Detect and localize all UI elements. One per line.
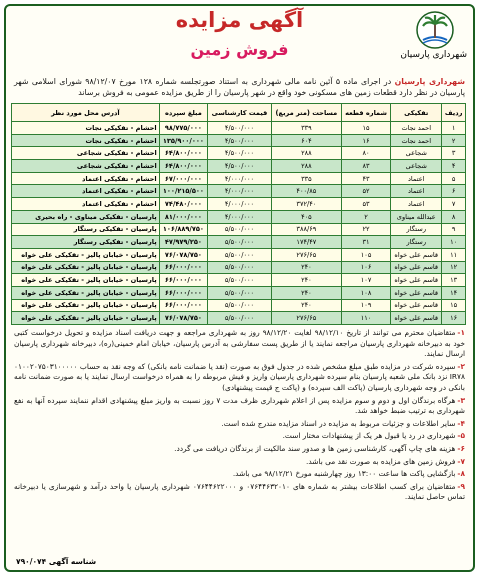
table-cell: ۱۰۵ bbox=[341, 248, 390, 261]
table-cell: ۶۶/۰۰۰/۰۰۰ bbox=[159, 261, 207, 274]
table-header-row bbox=[12, 104, 466, 122]
table-cell: رستگار bbox=[391, 223, 442, 236]
table-cell: پارسیان - خیابان پالیز - تفکیکی علی خواه bbox=[12, 312, 160, 325]
term-item bbox=[14, 431, 465, 442]
table-cell: ۱۰۷ bbox=[341, 274, 390, 287]
table-cell: ۴/۵۰۰/۰۰۰ bbox=[208, 147, 272, 160]
table-row bbox=[12, 185, 466, 198]
term-item bbox=[14, 419, 465, 430]
table-cell: ۷۶/۰۷۸/۷۵۰ bbox=[159, 248, 207, 261]
table-cell: ۶۷/۰۰۰/۰۰۰ bbox=[159, 172, 207, 185]
term-text: متقاضیان محترم می توانند از تاریخ ۹۸/۱۲/۱۰ لغایت ۹۸/۱۲/۲۰ روز به شهرداری مراجعه و جهت دریافت اسناد مزایده و تحویل درخواست کتبی خود به دبیرخانه شهرداری پارسیان مراجعه نمایند یا از طریق پست سفارشی به آدرس پارسیان، خیابان امام خمینی(ره)، دبیرخانه شهرداری پارسیان ارسال نمایند. bbox=[14, 328, 465, 359]
table-row bbox=[12, 172, 466, 185]
table-cell: ۴۰۰/۸۵ bbox=[271, 185, 341, 198]
table-cell: ۱۶ bbox=[341, 134, 390, 147]
table-cell: ۲۸۸ bbox=[271, 160, 341, 173]
term-number: ۱- bbox=[457, 328, 466, 337]
table-cell: ۴/۰۰۰/۰۰۰ bbox=[208, 172, 272, 185]
table-cell: ۱۰۶ bbox=[341, 261, 390, 274]
table-cell: ۴۰۵ bbox=[271, 210, 341, 223]
table-cell: پارسیان - خیابان پالیز - تفکیکی علی خواه bbox=[12, 286, 160, 299]
table-cell: احشام - تفکیکی اعتماد bbox=[12, 172, 160, 185]
table-cell: احمد نجات bbox=[391, 122, 442, 135]
table-cell: ۵/۵۰۰/۰۰۰ bbox=[208, 274, 272, 287]
table-cell: ۱۰۹ bbox=[341, 299, 390, 312]
table-cell: احمد نجات bbox=[391, 134, 442, 147]
term-item bbox=[14, 396, 465, 417]
table-cell: ۱۶ bbox=[442, 312, 466, 325]
table-cell: ۲۴۰ bbox=[271, 274, 341, 287]
table-row bbox=[12, 286, 466, 299]
table-cell: ۶۰۴ bbox=[271, 134, 341, 147]
table-cell: ۳۱ bbox=[341, 236, 390, 249]
table-cell: ۵/۵۰۰/۰۰۰ bbox=[208, 261, 272, 274]
table-body bbox=[12, 122, 466, 325]
term-text: هزینه های چاپ آگهی، کارشناسی زمین ها و صدور سند مالکیت از برندگان دریافت می گردد. bbox=[174, 443, 456, 453]
table-cell: ۵۳ bbox=[341, 198, 390, 211]
table-cell: ۸۰ bbox=[341, 147, 390, 160]
term-text: متقاضیان برای کسب اطلاعات بیشتر به شماره های ۰۷۶۴۴۶۳۲۰۱۰ و ۰۷۶۴۴۶۲۲۰۰۰ شهرداری پارسیان یا واحد درآمد و شهرسازی یا دبیرخانه تماس حاصل نمایند. bbox=[14, 481, 465, 502]
table-cell: ۵/۵۰۰/۰۰۰ bbox=[208, 223, 272, 236]
term-text: فروش زمین های مزایده به صورت نقد می باشد. bbox=[306, 456, 456, 466]
table-cell: اعتماد bbox=[391, 198, 442, 211]
table-cell: ۲ bbox=[341, 210, 390, 223]
table-cell: ۳۸۸/۶۹ bbox=[271, 223, 341, 236]
table-cell: ۳۳۵ bbox=[271, 172, 341, 185]
table-cell: احشام - تفکیکی نجات bbox=[12, 122, 160, 135]
ad-reference: شناسه آگهی ۷۹۰/۰۷۴ bbox=[16, 557, 97, 566]
table-cell: ۲۸۸ bbox=[271, 147, 341, 160]
table-cell: ۴/۵۰۰/۰۰۰ bbox=[208, 160, 272, 173]
table-cell: ۵/۵۰۰/۰۰۰ bbox=[208, 248, 272, 261]
table-cell: شجاعی bbox=[391, 147, 442, 160]
term-number: ۸- bbox=[457, 469, 465, 479]
table-cell: ۸۳ bbox=[341, 160, 390, 173]
table-cell: ۱۱۰ bbox=[341, 312, 390, 325]
table-row bbox=[12, 210, 466, 223]
table-row bbox=[12, 274, 466, 287]
table-cell: ۳ bbox=[442, 147, 466, 160]
column-header: مساحت (متر مربع) bbox=[271, 104, 341, 122]
table-row bbox=[12, 134, 466, 147]
table-cell: ۱۲ bbox=[442, 261, 466, 274]
table-cell: ۲ bbox=[442, 134, 466, 147]
term-text: شهرداری در رد یا قبول هر یک از پیشنهادات مختار است. bbox=[282, 431, 456, 441]
term-item bbox=[14, 444, 465, 455]
term-item bbox=[14, 469, 465, 480]
term-number: ۵- bbox=[457, 431, 465, 441]
table-row bbox=[12, 147, 466, 160]
table-row bbox=[12, 122, 466, 135]
table-cell: ۱۵ bbox=[341, 122, 390, 135]
table-cell: رستگار bbox=[391, 236, 442, 249]
land-plots-table bbox=[11, 103, 466, 325]
table-cell: ۲۴۰ bbox=[271, 299, 341, 312]
table-cell: ۱۳ bbox=[442, 274, 466, 287]
table-cell: ۱۰۸ bbox=[341, 286, 390, 299]
table-cell: پارسیان - خیابان پالیز - تفکیکی علی خواه bbox=[12, 248, 160, 261]
table-cell: ۵/۵۰۰/۰۰۰ bbox=[208, 299, 272, 312]
table-cell: ۲۷۶/۶۵ bbox=[271, 248, 341, 261]
table-cell: ۱۰۰/۲۱۵/۵۰۰ bbox=[159, 185, 207, 198]
table-cell: قاسم علی خواه bbox=[391, 274, 442, 287]
table-cell: اعتماد bbox=[391, 185, 442, 198]
ad-title: آگهی مزایده bbox=[175, 8, 304, 32]
table-cell: احشام - تفکیکی اعتماد bbox=[12, 185, 160, 198]
table-cell: ۱۱ bbox=[442, 248, 466, 261]
intro-lead: شهرداری پارسیان bbox=[394, 77, 465, 86]
term-text: هرگاه برندگان اول و دوم و سوم مزایده پس از اعلام شهرداری ظرف مدت ۷ روز نسبت به واریز مبلغ پیشنهادی اقدام ننمایند سپرده آنها به نفع شهرداری به ترتیب ضبط خواهد شد. bbox=[14, 395, 465, 416]
table-cell: ۵/۵۰۰/۰۰۰ bbox=[208, 312, 272, 325]
table-row bbox=[12, 312, 466, 325]
terms-list bbox=[6, 325, 473, 503]
table-cell: ۴/۰۰۰/۰۰۰ bbox=[208, 210, 272, 223]
table-cell: قاسم علی خواه bbox=[391, 248, 442, 261]
term-text: سپرده شرکت در مزایده طبق مبلغ مشخص شده در جدول فوق به صورت (نقد یا ضمانت نامه بانکی) که وجه نقد به حساب ۰۱۰۰۲۰۷۵۰۳۱۰۰۰۰۰ IR۷۸ نزد بانک ملی شعبه پارسیان بنام سپرده شهرداری پارسیان واریز و فیش مربوطه را به همراه درخواست ارسال نمایند یا به صورت ضمانت نامه بانکی در وجه شهرداری پارسیان (پاکت الف سپرده) و (پاکت ج قیمت پیشنهادی) bbox=[14, 361, 465, 392]
table-cell: ۵۲ bbox=[341, 185, 390, 198]
intro-paragraph bbox=[6, 76, 473, 98]
term-number: ۲- bbox=[457, 361, 465, 371]
table-cell: شجاعی bbox=[391, 160, 442, 173]
table-cell: قاسم علی خواه bbox=[391, 312, 442, 325]
table-cell: قاسم علی خواه bbox=[391, 299, 442, 312]
column-header: قیمت کارشناسی bbox=[208, 104, 272, 122]
column-header: آدرس محل مورد نظر bbox=[12, 104, 160, 122]
table-row bbox=[12, 248, 466, 261]
term-number: ۷- bbox=[457, 456, 465, 466]
header bbox=[6, 6, 473, 74]
table-cell: پارسیان - خیابان پالیز - تفکیکی علی خواه bbox=[12, 299, 160, 312]
table-cell: ۴ bbox=[442, 160, 466, 173]
table-cell: ۱۷۴/۴۷ bbox=[271, 236, 341, 249]
table-row bbox=[12, 299, 466, 312]
table-cell: ۹۸/۷۷۵/۰۰۰ bbox=[159, 122, 207, 135]
intro-text: در اجرای ماده ۵ آئین نامه مالی شهرداری به استناد صورتجلسه شماره ۱۲۸ مورخ ۹۸/۱۲/۰۷ شورای اسلامی شهر پارسیان در نظر دارد قطعات زمین های مسکونی خود واقع در شهر پارسیان را از طریق مزایده عمومی به فروش برساند bbox=[14, 77, 465, 97]
table-cell: ۸۱/۰۰۰/۰۰۰ bbox=[159, 210, 207, 223]
term-text: بازگشایی پاکت ها ساعت ۱۳:۰۰ روز چهارشنبه مورخ ۹۸/۱۲/۲۱ می باشد. bbox=[232, 469, 456, 479]
table-cell: ۶۴/۸۰۰/۰۰۰ bbox=[159, 147, 207, 160]
table-cell: ۱۰۶/۸۸۹/۷۵۰ bbox=[159, 223, 207, 236]
term-number: ۹- bbox=[457, 481, 465, 491]
table-cell: ۱۰ bbox=[442, 236, 466, 249]
ad-subtitle: فروش زمین bbox=[190, 40, 289, 59]
table-cell: ۲۴۰ bbox=[271, 286, 341, 299]
table-cell: اعتماد bbox=[391, 172, 442, 185]
table-cell: ۱۵ bbox=[442, 299, 466, 312]
table-cell: ۳۷۲/۴۰ bbox=[271, 198, 341, 211]
table-cell: ۱ bbox=[442, 122, 466, 135]
term-item bbox=[14, 482, 465, 503]
column-header: مبلغ سپرده bbox=[159, 104, 207, 122]
table-row bbox=[12, 160, 466, 173]
table-row bbox=[12, 198, 466, 211]
table-cell: پارسیان - خیابان پالیز - تفکیکی علی خواه bbox=[12, 261, 160, 274]
table-cell: پارسیان - تفکیکی رستگار bbox=[12, 223, 160, 236]
table-cell: ۲۲ bbox=[341, 223, 390, 236]
term-number: ۴- bbox=[457, 418, 465, 428]
table-cell: ۵/۵۰۰/۰۰۰ bbox=[208, 286, 272, 299]
table-cell: قاسم علی خواه bbox=[391, 261, 442, 274]
table-cell: احشام - تفکیکی شجاعی bbox=[12, 147, 160, 160]
table-cell: ۶۴/۸۰۰/۰۰۰ bbox=[159, 160, 207, 173]
table-cell: ۴/۵۰۰/۰۰۰ bbox=[208, 122, 272, 135]
org-name: شهرداری پارسیان bbox=[400, 50, 467, 60]
table-cell: ۶ bbox=[442, 185, 466, 198]
table-cell: پارسیان - تفکیکی میناوی - راه بحیری bbox=[12, 210, 160, 223]
table-cell: ۵ bbox=[442, 172, 466, 185]
table-cell: پارسیان - تفکیکی رستگار bbox=[12, 236, 160, 249]
table-cell: ۲۴۰ bbox=[271, 261, 341, 274]
table-cell: ۱۳۵/۹۰۰/۰۰۰ bbox=[159, 134, 207, 147]
table-cell: ۵/۵۰۰/۰۰۰ bbox=[208, 236, 272, 249]
column-header: شماره قطعه bbox=[341, 104, 390, 122]
table-cell: ۱۴ bbox=[442, 286, 466, 299]
table-cell: ۲۷۶/۶۵ bbox=[271, 312, 341, 325]
ad-page bbox=[4, 4, 475, 572]
table-cell: ۴/۰۰۰/۰۰۰ bbox=[208, 185, 272, 198]
table-row bbox=[12, 236, 466, 249]
table-cell: ۴۷/۹۷۹/۲۵۰ bbox=[159, 236, 207, 249]
table-cell: ۶۶/۰۰۰/۰۰۰ bbox=[159, 286, 207, 299]
term-item bbox=[14, 328, 465, 360]
table-cell: ۷۶/۰۷۸/۷۵۰ bbox=[159, 312, 207, 325]
column-header: ردیف bbox=[442, 104, 466, 122]
table-row bbox=[12, 261, 466, 274]
table-cell: ۶۶/۰۰۰/۰۰۰ bbox=[159, 299, 207, 312]
table-cell: احشام - تفکیکی نجات bbox=[12, 134, 160, 147]
table-cell: ۳۳۹ bbox=[271, 122, 341, 135]
table-cell: ۶۶/۰۰۰/۰۰۰ bbox=[159, 274, 207, 287]
table-cell: احشام - تفکیکی اعتماد bbox=[12, 198, 160, 211]
column-header: تفکیکی bbox=[391, 104, 442, 122]
table-cell: ۴/۵۰۰/۰۰۰ bbox=[208, 134, 272, 147]
table-cell: ۸ bbox=[442, 210, 466, 223]
table-cell: ۴/۰۰۰/۰۰۰ bbox=[208, 198, 272, 211]
table-cell: ۹ bbox=[442, 223, 466, 236]
table-cell: ۷۴/۴۸۰/۰۰۰ bbox=[159, 198, 207, 211]
table-cell: ۴۳ bbox=[341, 172, 390, 185]
term-item bbox=[14, 362, 465, 394]
term-number: ۳- bbox=[457, 395, 465, 405]
table-cell: احشام - تفکیکی شجاعی bbox=[12, 160, 160, 173]
table-row bbox=[12, 223, 466, 236]
term-number: ۶- bbox=[457, 443, 465, 453]
table-cell: ۷ bbox=[442, 198, 466, 211]
table-cell: عبدالله میناوی bbox=[391, 210, 442, 223]
term-text: سایر اطلاعات و جزئیات مربوط به مزایده در اسناد مزایده مندرج شده است. bbox=[221, 418, 456, 428]
table-cell: قاسم علی خواه bbox=[391, 286, 442, 299]
table-cell: پارسیان - خیابان پالیز - تفکیکی علی خواه bbox=[12, 274, 160, 287]
term-item bbox=[14, 457, 465, 468]
